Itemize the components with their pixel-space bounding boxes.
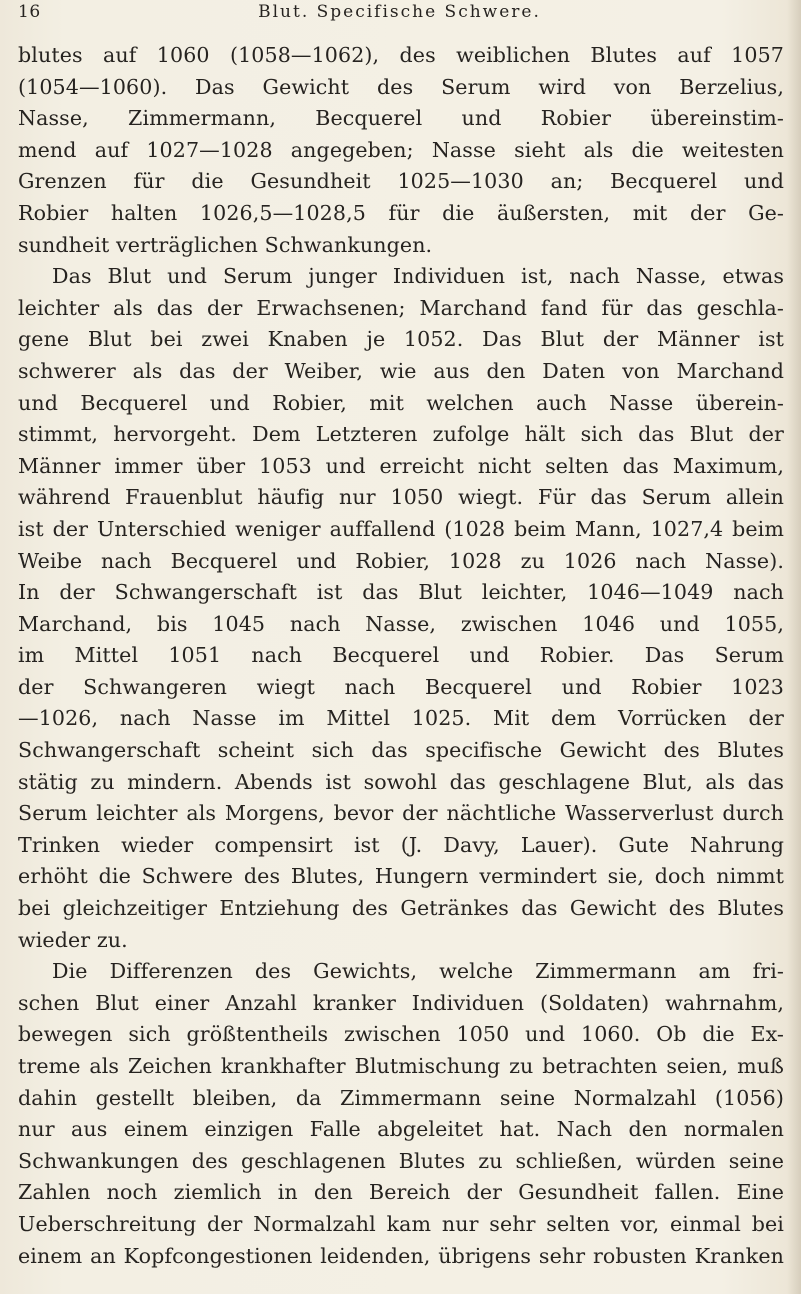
text-line: der Schwangeren wiegt nach Becquerel und Robier 1023 bbox=[18, 674, 784, 699]
text-line: Weibe nach Becquerel und Robier, 1028 zu 1026 nach Nasse). bbox=[18, 548, 784, 573]
text-line: im Mittel 1051 nach Becquerel und Robier. Das Serum bbox=[18, 643, 784, 668]
text-line: Marchand, bis 1045 nach Nasse, zwischen 1046 und 1055, bbox=[18, 611, 784, 636]
text-line: Ueberschreitung der Normalzahl kam nur sehr selten vor, einmal bei bbox=[18, 1211, 784, 1236]
text-line: schen Blut einer Anzahl kranker Individuen (Soldaten) wahrnahm, bbox=[18, 990, 784, 1015]
text-line: stätig zu mindern. Abends ist sowohl das geschlagene Blut, als das bbox=[18, 769, 784, 794]
text-line: treme als Zeichen krankhafter Blutmischung zu betrachten seien, muß bbox=[18, 1054, 784, 1078]
text-line: Robier halten 1026,5—1028,5 für die äußersten, mit der Ge- bbox=[18, 200, 784, 225]
text-line: (1054—1060). Das Gewicht des Serum wird von Berzelius, bbox=[18, 74, 784, 99]
body-text bbox=[18, 40, 784, 1272]
text-line: gene Blut bei zwei Knaben je 1052. Das Blut der Männer ist bbox=[18, 327, 784, 352]
text-line: während Frauenblut häufig nur 1050 wiegt. Für das Serum allein bbox=[18, 485, 784, 510]
text-line: wieder zu. bbox=[18, 927, 128, 952]
text-line: Die Differenzen des Gewichts, welche Zimmermann am fri- bbox=[52, 959, 784, 984]
text-line: leichter als das der Erwachsenen; Marchand fand für das geschla- bbox=[18, 295, 784, 320]
text-line: sundheit verträglichen Schwankungen. bbox=[18, 232, 433, 257]
text-line: Zahlen noch ziemlich in den Bereich der Gesundheit fallen. Eine bbox=[18, 1180, 784, 1205]
text-line: blutes auf 1060 (1058—1062), des weiblichen Blutes auf 1057 bbox=[18, 43, 784, 67]
text-line: Serum leichter als Morgens, bevor der nächtliche Wasserverlust durch bbox=[18, 801, 784, 826]
text-line: —1026, nach Nasse im Mittel 1025. Mit dem Vorrücken der bbox=[18, 706, 784, 731]
text-line: Schwangerschaft scheint sich das specifische Gewicht des Blutes bbox=[18, 738, 784, 763]
text-line: Das Blut und Serum junger Individuen ist, nach Nasse, etwas bbox=[52, 264, 784, 289]
running-head bbox=[18, 2, 781, 32]
text-line: ist der Unterschied weniger auffallend (1028 beim Mann, 1027,4 beim bbox=[18, 516, 784, 541]
text-line: bei gleichzeitiger Entziehung des Getränkes das Gewicht des Blutes bbox=[18, 896, 784, 921]
page-number: 16 bbox=[18, 2, 41, 22]
page-edge-shadow bbox=[787, 0, 801, 1294]
text-line: bewegen sich größtentheils zwischen 1050 und 1060. Ob die Ex- bbox=[18, 1022, 784, 1047]
text-line: dahin gestellt bleiben, da Zimmermann seine Normalzahl (1056) bbox=[18, 1085, 784, 1110]
text-line: Grenzen für die Gesundheit 1025—1030 an; Becquerel und bbox=[18, 169, 784, 194]
text-line: Nasse, Zimmermann, Becquerel und Robier übereinstim- bbox=[18, 106, 784, 131]
text-line: einem an Kopfcongestionen leidenden, übrigens sehr robusten Kranken bbox=[18, 1243, 784, 1268]
text-line: mend auf 1027—1028 angegeben; Nasse sieht als die weitesten bbox=[18, 137, 784, 162]
text-line: Trinken wieder compensirt ist (J. Davy, Lauer). Gute Nahrung bbox=[18, 832, 784, 857]
text-line: In der Schwangerschaft ist das Blut leichter, 1046—1049 nach bbox=[18, 580, 784, 605]
running-head-title: Blut. Specifische Schwere. bbox=[258, 2, 541, 22]
text-line: erhöht die Schwere des Blutes, Hungern vermindert sie, doch nimmt bbox=[18, 864, 784, 889]
text-line: nur aus einem einzigen Falle abgeleitet hat. Nach den normalen bbox=[18, 1117, 784, 1142]
text-line: stimmt, hervorgeht. Dem Letzteren zufolge hält sich das Blut der bbox=[18, 422, 784, 447]
text-line: schwerer als das der Weiber, wie aus den Daten von Marchand bbox=[18, 358, 784, 383]
text-line: Schwankungen des geschlagenen Blutes zu schließen, würden seine bbox=[18, 1148, 784, 1173]
text-line: Männer immer über 1053 und erreicht nicht selten das Maximum, bbox=[18, 453, 784, 478]
text-line: und Becquerel und Robier, mit welchen auch Nasse überein- bbox=[18, 390, 784, 415]
